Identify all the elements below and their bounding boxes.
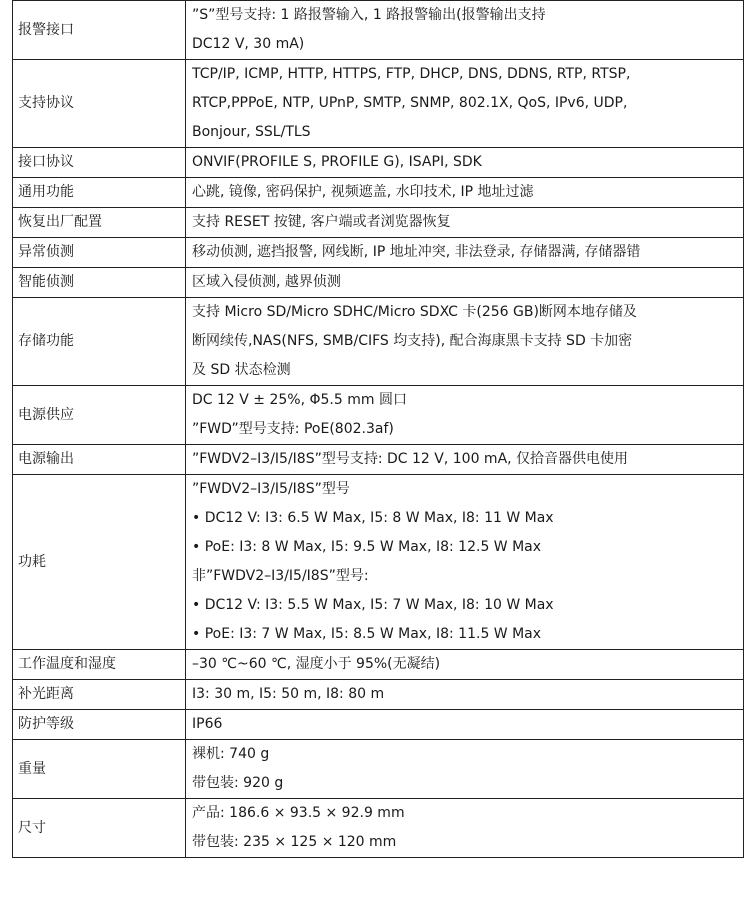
spec-value-line: 断网续传,NAS(NFS, SMB/CIFS 均支持), 配合海康黑卡支持 SD 卡加密 (192, 333, 633, 349)
spec-value-line: 裸机: 740 g (192, 746, 270, 762)
spec-value-line: ”FWDV2–I3/I5/I8S”型号 (192, 481, 350, 497)
spec-row (13, 386, 744, 445)
spec-label: 补光距离 (13, 680, 186, 710)
spec-label: 重量 (13, 740, 186, 799)
spec-value-line: 支持 RESET 按键, 客户端或者浏览器恢复 (192, 214, 451, 230)
spec-value (186, 740, 744, 799)
spec-value-line: ”FWD”型号支持: PoE(802.3af) (192, 421, 394, 437)
spec-value-line: IP66 (192, 716, 223, 732)
spec-value (186, 60, 744, 148)
spec-value-line: 心跳, 镜像, 密码保护, 视频遮盖, 水印技术, IP 地址过滤 (192, 184, 534, 200)
spec-value-line: 区域入侵侦测, 越界侦测 (192, 274, 341, 290)
spec-value (186, 799, 744, 858)
spec-value-line: DC 12 V ± 25%, Φ5.5 mm 圆口 (192, 392, 407, 408)
spec-value-line: 非”FWDV2–I3/I5/I8S”型号: (192, 568, 369, 584)
spec-label: 智能侦测 (13, 268, 186, 298)
spec-value (186, 208, 744, 238)
spec-value (186, 268, 744, 298)
spec-value-line: DC12 V, 30 mA) (192, 36, 305, 52)
spec-table-body (13, 1, 744, 858)
spec-value (186, 680, 744, 710)
spec-row (13, 208, 744, 238)
spec-value (186, 298, 744, 386)
spec-row (13, 680, 744, 710)
spec-row (13, 268, 744, 298)
spec-value (186, 238, 744, 268)
spec-row (13, 799, 744, 858)
spec-label: 尺寸 (13, 799, 186, 858)
spec-value (186, 475, 744, 650)
spec-value (186, 148, 744, 178)
spec-row (13, 475, 744, 650)
spec-row (13, 740, 744, 799)
spec-value-line: 带包装: 920 g (192, 775, 284, 791)
spec-value-line: 支持 Micro SD/Micro SDHC/Micro SDXC 卡(256 GB)断网本地存储及 (192, 304, 637, 320)
spec-value (186, 650, 744, 680)
spec-value (186, 445, 744, 475)
spec-label: 报警接口 (13, 1, 186, 60)
spec-value-line: ONVIF(PROFILE S, PROFILE G), ISAPI, SDK (192, 154, 482, 170)
spec-row (13, 178, 744, 208)
spec-value (186, 710, 744, 740)
spec-label: 电源输出 (13, 445, 186, 475)
spec-label: 支持协议 (13, 60, 186, 148)
spec-value-line: 带包装: 235 × 125 × 120 mm (192, 834, 397, 850)
spec-label: 电源供应 (13, 386, 186, 445)
spec-value-line: Bonjour, SSL/TLS (192, 124, 311, 140)
spec-label: 工作温度和湿度 (13, 650, 186, 680)
spec-label: 恢复出厂配置 (13, 208, 186, 238)
spec-value-line: TCP/IP, ICMP, HTTP, HTTPS, FTP, DHCP, DNS, DDNS, RTP, RTSP, (192, 66, 631, 82)
spec-value-line: RTCP,PPPoE, NTP, UPnP, SMTP, SNMP, 802.1X, QoS, IPv6, UDP, (192, 95, 628, 111)
spec-label: 防护等级 (13, 710, 186, 740)
spec-value-line: • PoE: I3: 8 W Max, I5: 9.5 W Max, I8: 12.5 W Max (192, 539, 542, 555)
spec-value-line: • PoE: I3: 7 W Max, I5: 8.5 W Max, I8: 11.5 W Max (192, 626, 542, 642)
spec-value (186, 386, 744, 445)
spec-row (13, 445, 744, 475)
spec-label: 异常侦测 (13, 238, 186, 268)
spec-value-line: ”FWDV2–I3/I5/I8S”型号支持: DC 12 V, 100 mA, 仅拾音器供电使用 (192, 451, 629, 467)
spec-label: 通用功能 (13, 178, 186, 208)
spec-value-line: • DC12 V: I3: 6.5 W Max, I5: 8 W Max, I8: 11 W Max (192, 510, 554, 526)
spec-value-line: ”S”型号支持: 1 路报警输入, 1 路报警输出(报警输出支持 (192, 7, 546, 23)
spec-row (13, 148, 744, 178)
spec-row (13, 710, 744, 740)
spec-value-line: I3: 30 m, I5: 50 m, I8: 80 m (192, 686, 385, 702)
spec-value-line: –30 ℃~60 ℃, 湿度小于 95%(无凝结) (192, 656, 441, 672)
spec-label: 功耗 (13, 475, 186, 650)
spec-value-line: 移动侦测, 遮挡报警, 网线断, IP 地址冲突, 非法登录, 存储器满, 存储器错 (192, 244, 641, 260)
spec-value (186, 178, 744, 208)
spec-label: 存储功能 (13, 298, 186, 386)
spec-table (12, 0, 744, 858)
spec-row (13, 1, 744, 60)
spec-value-line: 及 SD 状态检测 (192, 362, 291, 378)
spec-value-line: 产品: 186.6 × 93.5 × 92.9 mm (192, 805, 405, 821)
spec-row (13, 60, 744, 148)
spec-row (13, 298, 744, 386)
spec-row (13, 650, 744, 680)
spec-value-line: • DC12 V: I3: 5.5 W Max, I5: 7 W Max, I8: 10 W Max (192, 597, 554, 613)
spec-row (13, 238, 744, 268)
spec-label: 接口协议 (13, 148, 186, 178)
spec-value (186, 1, 744, 60)
